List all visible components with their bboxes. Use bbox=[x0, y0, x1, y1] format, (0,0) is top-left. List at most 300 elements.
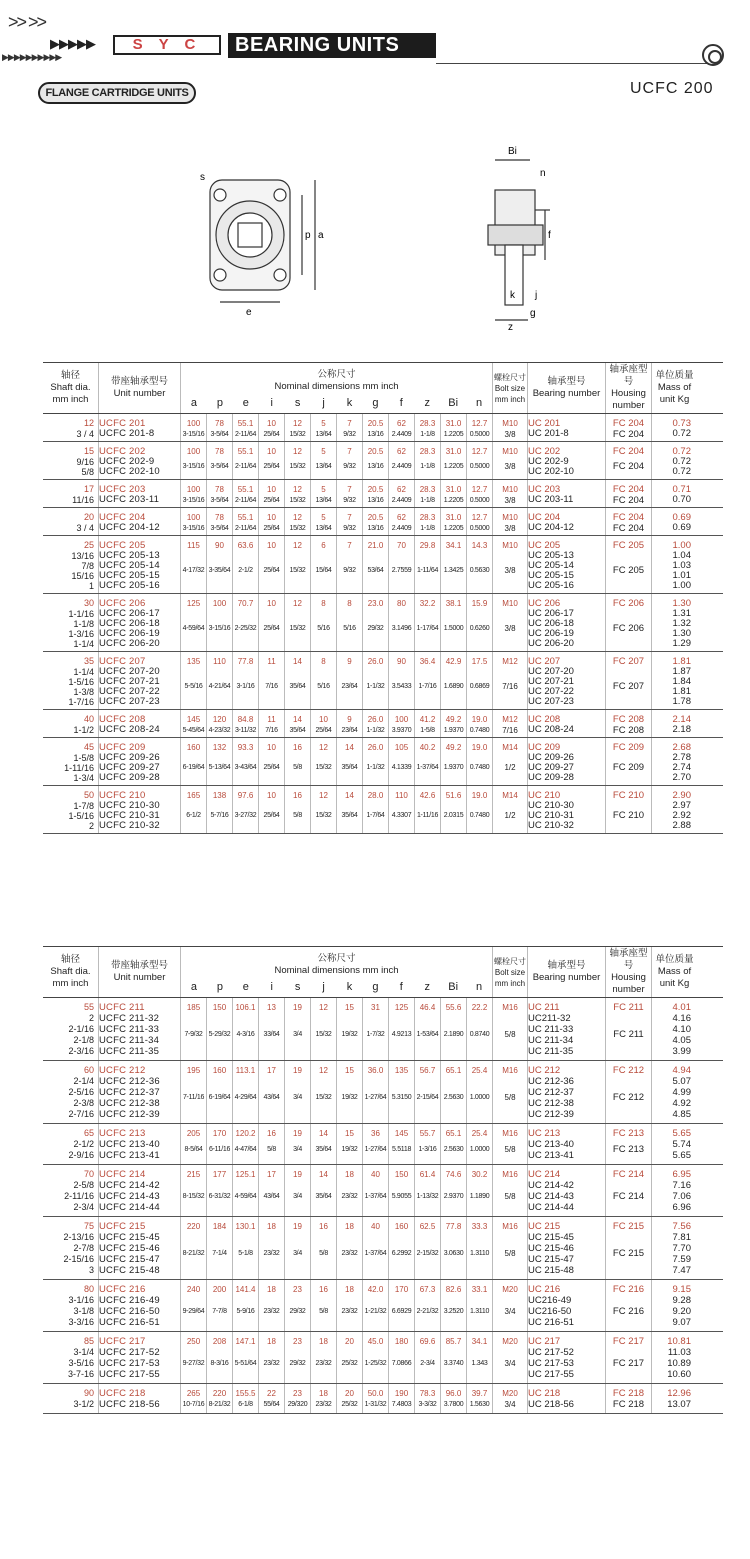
bolt-cell bbox=[493, 414, 528, 441]
cell-sub bbox=[673, 1232, 692, 1276]
cell-mid bbox=[263, 801, 279, 829]
cell-top: M12 bbox=[502, 657, 518, 666]
cell-line: UC 205-15 bbox=[528, 570, 574, 581]
cell-line: 0.72 bbox=[672, 428, 691, 439]
cell-line: UCFC 212-39 bbox=[99, 1109, 160, 1120]
cell-line: 0.7480 bbox=[469, 727, 490, 734]
cell-sub bbox=[667, 1347, 691, 1380]
cell-mid bbox=[504, 551, 515, 589]
cell-mid bbox=[238, 551, 252, 589]
cell-mid bbox=[444, 1139, 464, 1160]
cell-line: 9.07 bbox=[672, 1317, 691, 1328]
cell-top: 170 bbox=[212, 1129, 227, 1138]
cell-line: 1.01 bbox=[672, 570, 691, 581]
cell-line: 1-21/32 bbox=[364, 1307, 387, 1315]
cell-top: 65 bbox=[83, 1128, 94, 1138]
cell-line: 1-1/16 bbox=[68, 609, 94, 619]
cell-mid bbox=[417, 1013, 439, 1056]
cell-line: 1.78 bbox=[672, 696, 691, 707]
cell-line: 2-5/16 bbox=[68, 1087, 94, 1097]
dim-cell-j bbox=[311, 710, 337, 737]
cell-top: 12 bbox=[319, 791, 328, 800]
cell-sub bbox=[68, 1139, 94, 1161]
cell-mid bbox=[263, 429, 279, 440]
cell-top: 0.72 bbox=[672, 446, 691, 457]
dim-cell-f bbox=[389, 480, 415, 507]
cell-mid bbox=[238, 1232, 252, 1275]
header-text: 单位质量 bbox=[655, 370, 694, 381]
cell-top: 28.3 bbox=[419, 447, 436, 456]
cell-sub bbox=[673, 667, 692, 707]
header-dim-e: e bbox=[242, 981, 249, 993]
cell-top: FC 213 bbox=[612, 1128, 645, 1139]
dim-cell-j bbox=[311, 1217, 337, 1279]
cell-top: M14 bbox=[502, 791, 518, 800]
bolt-cell bbox=[493, 1061, 528, 1123]
cell-top: 18 bbox=[267, 1337, 276, 1346]
dim-cell-e bbox=[233, 1280, 259, 1331]
cell-line: 5/8 bbox=[504, 1191, 516, 1201]
table-group-row bbox=[43, 1384, 723, 1414]
cell-top: 10 bbox=[267, 743, 276, 752]
header-dim-g: g bbox=[372, 981, 379, 993]
header-text: 单位质量 bbox=[655, 954, 694, 965]
cell-top: FC 206 bbox=[612, 598, 645, 609]
bearing-cell bbox=[528, 1332, 606, 1383]
dim-cell-p bbox=[207, 508, 233, 535]
cell-mid bbox=[444, 725, 464, 736]
dim-cell-bi bbox=[441, 1217, 467, 1279]
cell-mid bbox=[420, 457, 434, 475]
bearing-cell bbox=[528, 998, 606, 1060]
cell-mid bbox=[209, 1076, 231, 1119]
dim-cell-p bbox=[207, 786, 233, 833]
cell-mid bbox=[470, 1180, 490, 1212]
arrow-decoration-icon: ▶▶▶▶▶▶▶▶▶▶ bbox=[2, 52, 62, 62]
cell-line: 3.7800 bbox=[443, 1401, 464, 1408]
cell-top: 78 bbox=[215, 419, 224, 428]
cell-line: 19/32 bbox=[341, 1094, 358, 1101]
cell-line: UC 202-10 bbox=[528, 466, 574, 477]
cell-top: UC 211 bbox=[528, 1002, 560, 1013]
cell-sub bbox=[76, 457, 94, 477]
cell-line: 1-3/4 bbox=[73, 773, 94, 783]
cell-line: UCFC 210-31 bbox=[99, 810, 160, 821]
cell-top: 90 bbox=[397, 657, 406, 666]
cell-line: UC 217-55 bbox=[528, 1369, 574, 1380]
housing-cell bbox=[606, 998, 652, 1060]
dim-cell-a bbox=[181, 652, 207, 709]
cell-line: 3/4 bbox=[293, 1146, 302, 1153]
cell-mid bbox=[183, 1295, 205, 1327]
cell-sub bbox=[68, 1076, 94, 1120]
cell-line: 9/32 bbox=[343, 431, 356, 438]
cell-mid bbox=[183, 457, 205, 475]
cell-line: 2.4409 bbox=[391, 431, 412, 438]
cell-top: 11 bbox=[267, 657, 276, 666]
dim-cell-n bbox=[467, 1217, 493, 1279]
cell-line: 1.3110 bbox=[469, 1250, 490, 1257]
cell-line: 1 bbox=[88, 581, 94, 591]
dim-cell-i bbox=[259, 1165, 285, 1216]
cell-top: 240 bbox=[186, 1285, 201, 1294]
cell-mid bbox=[470, 429, 490, 440]
cell-top: 40 bbox=[371, 1222, 380, 1231]
dim-cell-bi bbox=[441, 1124, 467, 1164]
cell-line: 2.9370 bbox=[443, 1192, 464, 1200]
cell-line: 3/8 bbox=[504, 565, 516, 575]
cell-line: 0.70 bbox=[672, 494, 691, 505]
shaft-cell bbox=[43, 594, 99, 651]
shaft-cell bbox=[43, 508, 99, 535]
cell-top: UC 202 bbox=[528, 446, 561, 457]
cell-sub bbox=[99, 523, 160, 533]
dim-cell-s bbox=[285, 1280, 311, 1331]
cell-top: 45.0 bbox=[367, 1337, 384, 1346]
cell-top: 31.0 bbox=[445, 513, 462, 522]
cell-mid bbox=[392, 1013, 412, 1056]
cell-line: 7/16 bbox=[502, 726, 518, 735]
cell-top: 29.8 bbox=[419, 541, 436, 550]
cell-top: 19 bbox=[293, 1129, 302, 1138]
cell-line: 25/64 bbox=[263, 811, 280, 819]
cell-top: 40.2 bbox=[419, 743, 436, 752]
dim-cell-n bbox=[467, 738, 493, 785]
cell-top: 70.7 bbox=[237, 599, 254, 608]
shaft-cell bbox=[43, 480, 99, 507]
cell-line: 2-11/64 bbox=[234, 525, 257, 532]
cell-line: UCFC 214-43 bbox=[99, 1191, 160, 1202]
cell-line: 3/8 bbox=[504, 524, 516, 533]
cell-line: 8-3/16 bbox=[210, 1359, 229, 1367]
cell-line: 4-47/64 bbox=[234, 1146, 257, 1153]
dim-cell-e bbox=[233, 414, 259, 441]
cell-top: FC 211 bbox=[613, 1002, 644, 1013]
cell-line: UCFC 209-26 bbox=[99, 752, 160, 763]
cell-line: 13/16 bbox=[367, 497, 384, 504]
cell-mid bbox=[341, 1180, 357, 1212]
cell-line: 1-1/4 bbox=[73, 639, 94, 649]
cell-line: UCFC 214-42 bbox=[99, 1180, 160, 1191]
dim-cell-e bbox=[233, 710, 259, 737]
cell-line: 3.5433 bbox=[391, 682, 412, 690]
cell-top: 10 bbox=[267, 485, 276, 494]
header-text: Bearing number bbox=[532, 972, 601, 983]
dim-cell-j bbox=[311, 1124, 337, 1164]
cell-line: 1.9370 bbox=[443, 763, 464, 771]
cell-sub bbox=[528, 495, 573, 505]
page-header bbox=[0, 0, 750, 99]
cell-line: 1-1/8 bbox=[73, 619, 94, 629]
cell-mid bbox=[263, 753, 279, 781]
cell-line: UC 210-30 bbox=[528, 800, 574, 811]
cell-top: 4.01 bbox=[672, 1002, 691, 1013]
cell-mid bbox=[343, 609, 355, 647]
cell-sub bbox=[99, 1013, 159, 1057]
cell-top: 138 bbox=[212, 791, 227, 800]
cell-line: 1-5/8 bbox=[73, 753, 94, 763]
cell-line: UCFC 213-40 bbox=[99, 1139, 160, 1150]
cell-line: 7-11/16 bbox=[182, 1094, 205, 1101]
cell-mid bbox=[470, 1399, 490, 1410]
cell-top: UC 203 bbox=[528, 484, 561, 495]
cell-sub bbox=[673, 551, 692, 591]
cell-top: 1.00 bbox=[672, 540, 691, 551]
cell-sub bbox=[99, 1139, 160, 1161]
cell-mid bbox=[183, 1347, 205, 1379]
cell-top: 20.5 bbox=[367, 513, 384, 522]
dim-cell-i bbox=[259, 652, 285, 709]
cell-mid bbox=[235, 609, 257, 647]
cell-line: 15/32 bbox=[315, 811, 332, 819]
cell-mid bbox=[613, 1347, 644, 1379]
header-text: 公称尺寸 bbox=[317, 369, 356, 380]
cell-line: 2-15/32 bbox=[416, 1250, 439, 1257]
cell-line: 1.0000 bbox=[469, 1146, 490, 1153]
cell-top: 1.30 bbox=[672, 598, 691, 609]
cell-line: 1-3/8 bbox=[73, 687, 94, 697]
cell-line: 10-7/16 bbox=[182, 1401, 205, 1408]
cell-mid bbox=[235, 1347, 257, 1379]
cell-line: 23/64 bbox=[341, 682, 358, 690]
cell-mid bbox=[367, 429, 383, 440]
dim-cell-z bbox=[415, 652, 441, 709]
cell-line: 4-59/64 bbox=[234, 1192, 257, 1200]
cell-top: UCFC 210 bbox=[99, 790, 146, 801]
cell-line: 3/8 bbox=[504, 496, 516, 505]
cell-top: 65.1 bbox=[445, 1066, 462, 1075]
cell-top: 19 bbox=[293, 1066, 302, 1075]
mass-cell bbox=[652, 1280, 697, 1331]
dim-cell-p bbox=[207, 1217, 233, 1279]
cell-sub bbox=[68, 1295, 94, 1328]
cell-top: UC 207 bbox=[528, 656, 561, 667]
cell-line: UCFC 206-19 bbox=[99, 628, 160, 639]
cell-top: UCFC 206 bbox=[99, 598, 146, 609]
cell-line: 3-15/16 bbox=[208, 624, 231, 632]
cell-mid bbox=[470, 523, 490, 534]
cell-line: UC 210-32 bbox=[528, 820, 574, 831]
cell-top: 135 bbox=[394, 1066, 409, 1075]
cell-mid bbox=[319, 1232, 328, 1275]
cell-top: UCFC 208 bbox=[99, 714, 146, 725]
cell-line: UC 206-17 bbox=[528, 608, 574, 619]
cell-mid bbox=[183, 495, 205, 506]
cell-mid bbox=[263, 1295, 279, 1327]
cell-top: 61.4 bbox=[419, 1170, 436, 1179]
cell-mid bbox=[470, 753, 490, 781]
header-text: mm inch bbox=[52, 394, 89, 405]
cell-line: UC 216-51 bbox=[528, 1317, 574, 1328]
cell-mid bbox=[341, 667, 357, 705]
shaft-cell bbox=[43, 1384, 99, 1413]
cell-mid bbox=[392, 495, 412, 506]
header-dim-a: a bbox=[190, 981, 198, 993]
cell-line: 5/8 bbox=[319, 1250, 328, 1257]
cell-line: 7.16 bbox=[672, 1180, 691, 1191]
cell-top: 90 bbox=[215, 541, 224, 550]
header-dim-a: a bbox=[190, 397, 198, 409]
header-dim-z: z bbox=[424, 397, 430, 409]
cell-mid bbox=[613, 609, 644, 647]
housing-cell bbox=[606, 1165, 652, 1216]
cell-top: 12.7 bbox=[471, 485, 488, 494]
cell-line: UC 205-16 bbox=[528, 580, 574, 591]
cell-top: 7 bbox=[347, 485, 352, 494]
cell-line: 1-7/16 bbox=[418, 682, 437, 690]
cell-sub bbox=[667, 1399, 691, 1410]
cell-line: 1.343 bbox=[471, 1359, 488, 1367]
cell-line: UC 203-11 bbox=[528, 494, 574, 505]
dim-cell-j bbox=[311, 786, 337, 833]
cell-line: UC 217-52 bbox=[528, 1347, 574, 1358]
cell-line: 1.81 bbox=[672, 686, 691, 697]
cell-mid bbox=[504, 753, 515, 781]
cell-mid bbox=[343, 457, 355, 475]
cell-top: 16 bbox=[293, 743, 302, 752]
cell-line: 15/32 bbox=[289, 624, 306, 632]
cell-line: FC 209 bbox=[612, 761, 645, 773]
cell-sub bbox=[528, 753, 574, 783]
dim-cell-p bbox=[207, 414, 233, 441]
dim-cell-s bbox=[285, 1384, 311, 1413]
dim-cell-g bbox=[363, 738, 389, 785]
dim-cell-bi bbox=[441, 1384, 467, 1413]
cell-line: 3/4 bbox=[504, 1306, 516, 1316]
unit-model-cell bbox=[99, 442, 181, 479]
housing-cell bbox=[606, 1332, 652, 1383]
unit-model-cell bbox=[99, 1217, 181, 1279]
cell-line: 2-3/16 bbox=[68, 1046, 94, 1056]
mass-cell bbox=[652, 998, 697, 1060]
cell-line: UCFC 206-20 bbox=[99, 638, 160, 649]
cell-mid bbox=[613, 495, 644, 506]
cell-top: 7 bbox=[347, 447, 352, 456]
cell-line: UC216-49 bbox=[528, 1295, 572, 1306]
dim-cell-a bbox=[181, 594, 207, 651]
cell-line: 25/64 bbox=[263, 566, 280, 574]
dim-cell-n bbox=[467, 1124, 493, 1164]
cell-top: UC 206 bbox=[528, 598, 561, 609]
cell-line: 5/16 bbox=[317, 624, 330, 632]
cell-line: UCFC 211-34 bbox=[99, 1035, 160, 1046]
dim-cell-bi bbox=[441, 442, 467, 479]
dim-cell-g bbox=[363, 1124, 389, 1164]
cell-mid bbox=[366, 753, 384, 781]
cell-top: 12 bbox=[319, 1066, 328, 1075]
cell-mid bbox=[392, 1232, 412, 1275]
cell-line: 9.28 bbox=[672, 1295, 691, 1306]
header-text: Housing number bbox=[611, 972, 646, 995]
cell-line: 1-7/32 bbox=[366, 1031, 385, 1038]
cell-line: 35/64 bbox=[289, 727, 306, 734]
cell-line: UCFC 207-20 bbox=[99, 666, 160, 677]
dim-cell-p bbox=[207, 480, 233, 507]
cell-line: 8-5/64 bbox=[184, 1146, 203, 1153]
cell-sub bbox=[528, 725, 574, 735]
header-bearing bbox=[528, 947, 606, 997]
cell-sub bbox=[68, 667, 94, 707]
dim-cell-z bbox=[415, 1061, 441, 1123]
cell-line: 1.9370 bbox=[443, 727, 464, 734]
cell-mid bbox=[235, 801, 257, 829]
cell-mid bbox=[470, 1139, 490, 1160]
cell-top: 10 bbox=[267, 419, 276, 428]
cell-line: 4.10 bbox=[672, 1024, 691, 1035]
cell-line: UC 206-19 bbox=[528, 628, 574, 639]
cell-line: 1-37/64 bbox=[364, 1250, 387, 1257]
cell-line: 3/4 bbox=[293, 1031, 302, 1038]
cell-line: 25/64 bbox=[263, 525, 280, 532]
dim-cell-z bbox=[415, 536, 441, 593]
dim-cell-j bbox=[311, 1280, 337, 1331]
header-dim-i: i bbox=[270, 397, 273, 409]
unit-model-cell bbox=[99, 710, 181, 737]
cell-mid bbox=[315, 523, 331, 534]
dim-cell-s bbox=[285, 1217, 311, 1279]
cell-top: 62.5 bbox=[419, 1222, 436, 1231]
cell-line: 3-43/64 bbox=[234, 763, 257, 771]
cell-line: 5/16 bbox=[343, 624, 356, 632]
mass-cell bbox=[652, 442, 697, 479]
cell-top: UCFC 214 bbox=[99, 1169, 146, 1180]
cell-mid bbox=[365, 1347, 387, 1379]
cell-line: UCFC 210-30 bbox=[99, 800, 160, 811]
cell-top: UC 215 bbox=[528, 1221, 561, 1232]
header-dim-j: j bbox=[322, 981, 325, 993]
cell-line: 3.9370 bbox=[391, 727, 412, 734]
cell-top: 34.1 bbox=[471, 1337, 488, 1346]
cell-mid bbox=[365, 1295, 387, 1327]
header-dim-z: z bbox=[424, 981, 430, 993]
cell-line: 6.2992 bbox=[391, 1250, 412, 1257]
cell-line: UCFC 212-38 bbox=[99, 1098, 160, 1109]
cell-mid bbox=[470, 551, 490, 589]
cell-top: 12 bbox=[293, 419, 302, 428]
cell-line: 23/32 bbox=[341, 1250, 358, 1257]
cell-mid bbox=[417, 551, 438, 589]
header-dim-f: f bbox=[399, 981, 403, 993]
cell-top: UC 218 bbox=[528, 1388, 561, 1399]
dim-cell-g bbox=[363, 1217, 389, 1279]
dim-cell-p bbox=[207, 536, 233, 593]
cell-line: 7.4803 bbox=[391, 1401, 412, 1408]
dim-cell-k bbox=[337, 1124, 363, 1164]
cell-sub bbox=[528, 1232, 574, 1276]
cell-line: 6-11/16 bbox=[208, 1146, 231, 1153]
shaft-cell bbox=[43, 738, 99, 785]
cell-top: 141.4 bbox=[235, 1285, 256, 1294]
cell-line: 3/8 bbox=[504, 623, 516, 633]
cell-line: 4-3/16 bbox=[236, 1031, 255, 1038]
cell-line: UC 213-41 bbox=[528, 1150, 574, 1161]
dim-cell-j bbox=[311, 1384, 337, 1413]
cell-mid bbox=[289, 609, 305, 647]
cell-top: UC 212 bbox=[528, 1065, 561, 1076]
cell-mid bbox=[235, 523, 256, 534]
dim-cell-k bbox=[337, 1280, 363, 1331]
cell-mid bbox=[444, 1232, 464, 1275]
shaft-cell bbox=[43, 710, 99, 737]
dim-cell-z bbox=[415, 480, 441, 507]
cell-line: UCFC 212-36 bbox=[99, 1076, 160, 1087]
cell-mid bbox=[315, 429, 331, 440]
housing-cell bbox=[606, 594, 652, 651]
cell-top: 5.65 bbox=[672, 1128, 691, 1139]
cell-line: UC 212-39 bbox=[528, 1109, 574, 1120]
cell-top: UC 213 bbox=[528, 1128, 561, 1139]
cell-line: 7.06 bbox=[672, 1191, 691, 1202]
